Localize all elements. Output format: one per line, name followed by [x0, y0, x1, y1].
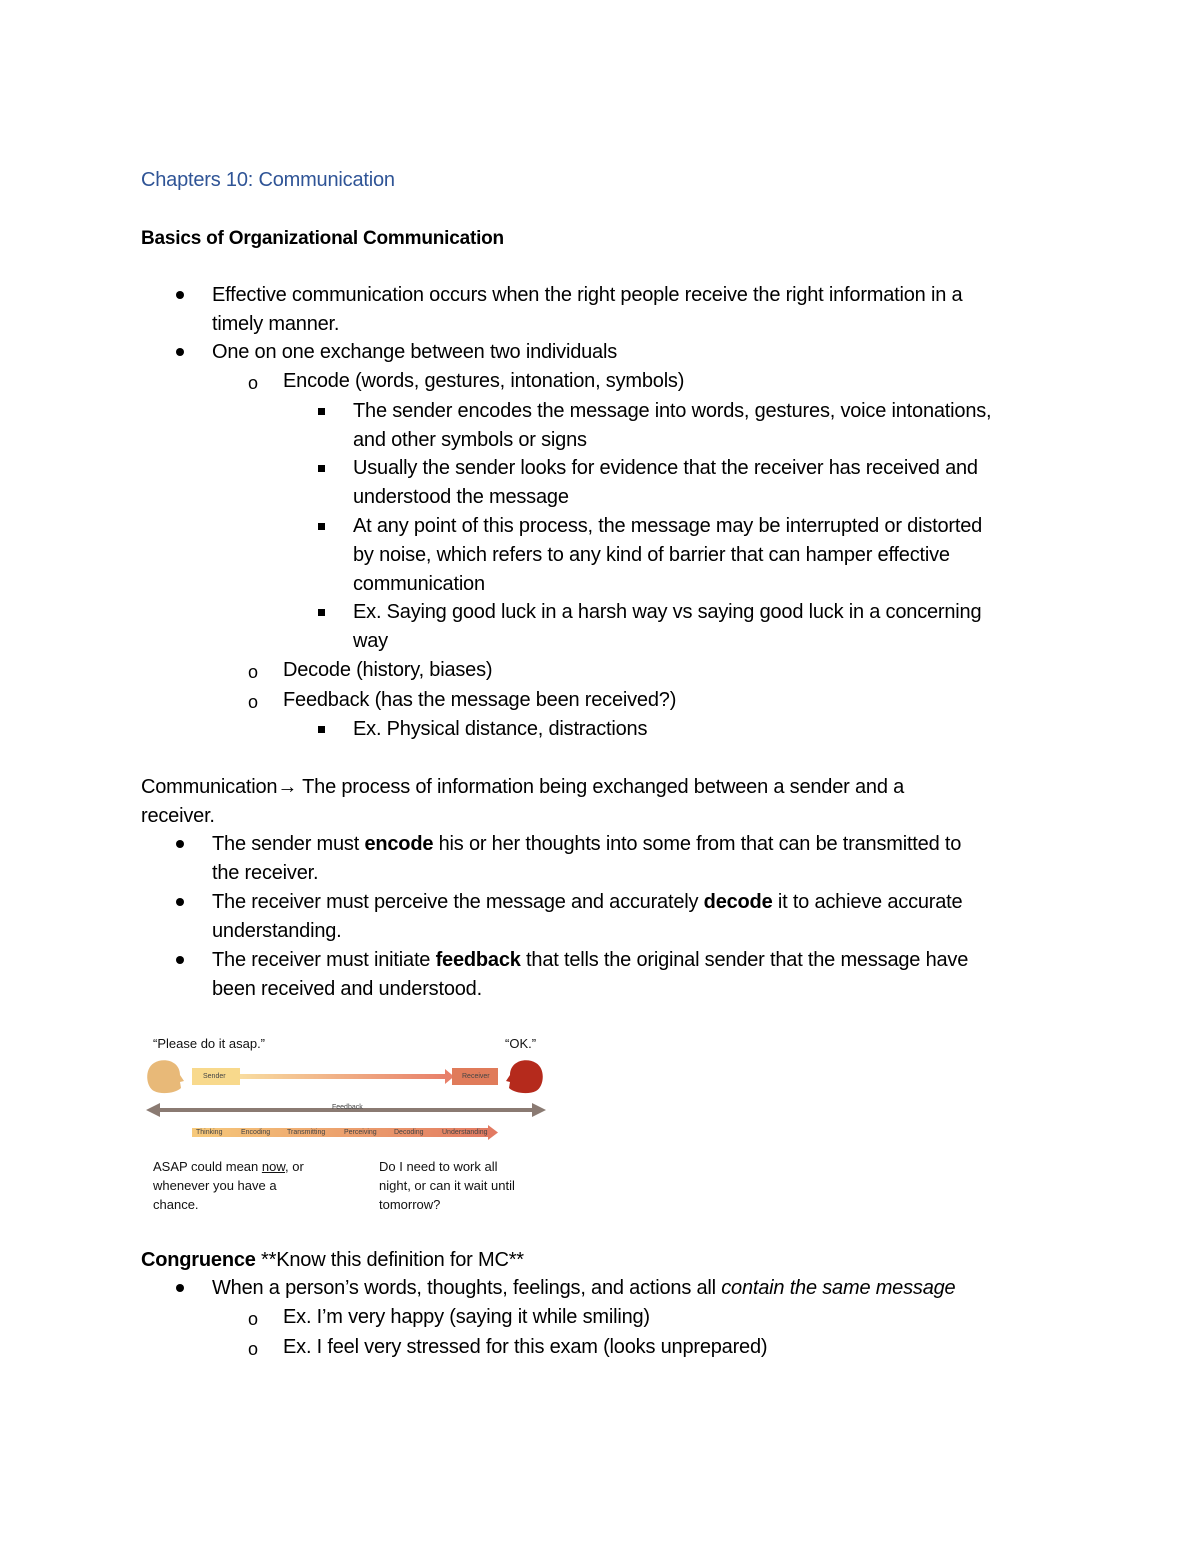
bullet-text [212, 830, 961, 859]
square-bullet [318, 609, 325, 616]
subsub-bullet-text: by noise, which refers to any kind of barrier that can hamper effective [353, 544, 950, 566]
diagram-note-right: Do I need to work all [379, 1159, 498, 1174]
bullet-text [212, 888, 962, 917]
bullet-text: One on one exchange between two individuals [212, 341, 618, 363]
step-label: Understanding [442, 1129, 488, 1136]
receiver-head-icon [506, 1060, 543, 1093]
square-bullet [318, 726, 325, 733]
bullet-text: Effective communication occurs when the right people receive the right information in a [212, 284, 963, 306]
square-bullet [318, 465, 325, 472]
diagram-note-right: tomorrow? [379, 1197, 441, 1212]
transmit-arrow [240, 1074, 445, 1079]
diagram-quote-right: “OK.” [505, 1036, 537, 1051]
step-label: Encoding [241, 1129, 271, 1136]
text-run: , or [285, 1159, 304, 1174]
italic-phrase: contain the same message [721, 1277, 956, 1299]
text-run: his or her thoughts into some from that can be transmitted to [433, 833, 962, 855]
receiver-label: Receiver [462, 1073, 490, 1080]
arrow-right-icon: → [277, 776, 298, 798]
communication-definition [141, 773, 904, 802]
bullet-text: understanding. [212, 920, 342, 942]
subsub-bullet-text: At any point of this process, the message may be interrupted or distorted [353, 515, 983, 537]
steps-arrowhead [488, 1125, 498, 1140]
sub-bullet-text: Ex. I feel very stressed for this exam (looks unprepared) [283, 1336, 768, 1358]
feedback-arrowhead-right [532, 1103, 546, 1117]
circle-bullet: o [248, 1339, 259, 1359]
bullet-dot [176, 348, 184, 356]
section-heading-basics: Basics of Organizational Communication [141, 228, 504, 249]
bullet-dot [176, 898, 184, 906]
subsub-bullet-text: and other symbols or signs [353, 429, 587, 451]
diagram-note-left: chance. [153, 1197, 199, 1212]
text-run: it to achieve accurate [772, 891, 963, 913]
text-run: that tells the original sender that the message have [520, 949, 969, 971]
subsub-bullet-text: understood the message [353, 486, 569, 508]
sub-bullet-text: Encode (words, gestures, intonation, symbols) [283, 370, 685, 392]
communication-term: Communication [141, 776, 278, 798]
bullet-text: been received and understood. [212, 978, 482, 1000]
bullet-text: the receiver. [212, 862, 319, 884]
sender-label: Sender [203, 1073, 226, 1080]
bullet-text [212, 1274, 955, 1303]
chapter-title: Chapters 10: Communication [141, 169, 395, 191]
text-run: ASAP could mean [153, 1159, 262, 1174]
subsub-bullet-text: Ex. Physical distance, distractions [353, 718, 648, 740]
text-run: The receiver must initiate [212, 949, 436, 971]
diagram-quote-left: “Please do it asap.” [153, 1036, 266, 1051]
sub-bullet-text: Decode (history, biases) [283, 659, 493, 681]
definition-text: The process of information being exchanged between a sender and a [297, 776, 905, 798]
step-label: Transmitting [287, 1129, 326, 1136]
sender-head-icon [147, 1060, 184, 1093]
bullet-dot [176, 1284, 184, 1292]
diagram-note-left [153, 1157, 304, 1176]
bullet-text [212, 946, 968, 975]
circle-bullet: o [248, 373, 259, 393]
congruence-note: **Know this definition for MC** [255, 1249, 524, 1271]
bullet-dot [176, 840, 184, 848]
circle-bullet: o [248, 1309, 259, 1329]
bullet-text: timely manner. [212, 313, 340, 335]
feedback-arrowhead-left [146, 1103, 160, 1117]
bullet-dot [176, 956, 184, 964]
sub-bullet-text: Feedback (has the message been received?) [283, 689, 677, 711]
diagram-note-right: night, or can it wait until [379, 1178, 515, 1193]
subsub-bullet-text: The sender encodes the message into words, gestures, voice intonations, [353, 400, 992, 422]
subsub-bullet-text: Ex. Saying good luck in a harsh way vs saying good luck in a concerning [353, 601, 982, 623]
underlined-word: now [261, 1159, 286, 1174]
bold-term-encode: encode [364, 833, 434, 855]
subsub-bullet-text: Usually the sender looks for evidence that the receiver has received and [353, 457, 978, 479]
congruence-term: Congruence [141, 1249, 256, 1271]
bullet-dot [176, 291, 184, 299]
circle-bullet: o [248, 662, 259, 682]
step-label: Thinking [196, 1129, 223, 1136]
bold-term-feedback: feedback [435, 949, 521, 971]
subsub-bullet-text: communication [353, 573, 485, 595]
sub-bullet-text: Ex. I’m very happy (saying it while smiling) [283, 1306, 650, 1328]
definition-text-cont: receiver. [141, 805, 215, 827]
text-run: When a person’s words, thoughts, feelings, and actions all [212, 1277, 722, 1299]
congruence-heading [141, 1246, 524, 1275]
subsub-bullet-text: way [353, 630, 388, 652]
diagram-note-left: whenever you have a [153, 1178, 277, 1193]
circle-bullet: o [248, 692, 259, 712]
text-run: The sender must [212, 833, 365, 855]
feedback-label: Feedback [332, 1104, 363, 1111]
square-bullet [318, 408, 325, 415]
bold-term-decode: decode [703, 891, 773, 913]
text-run: The receiver must perceive the message and accurately [212, 891, 704, 913]
square-bullet [318, 523, 325, 530]
step-label: Perceiving [344, 1129, 377, 1136]
step-label: Decoding [394, 1129, 424, 1136]
